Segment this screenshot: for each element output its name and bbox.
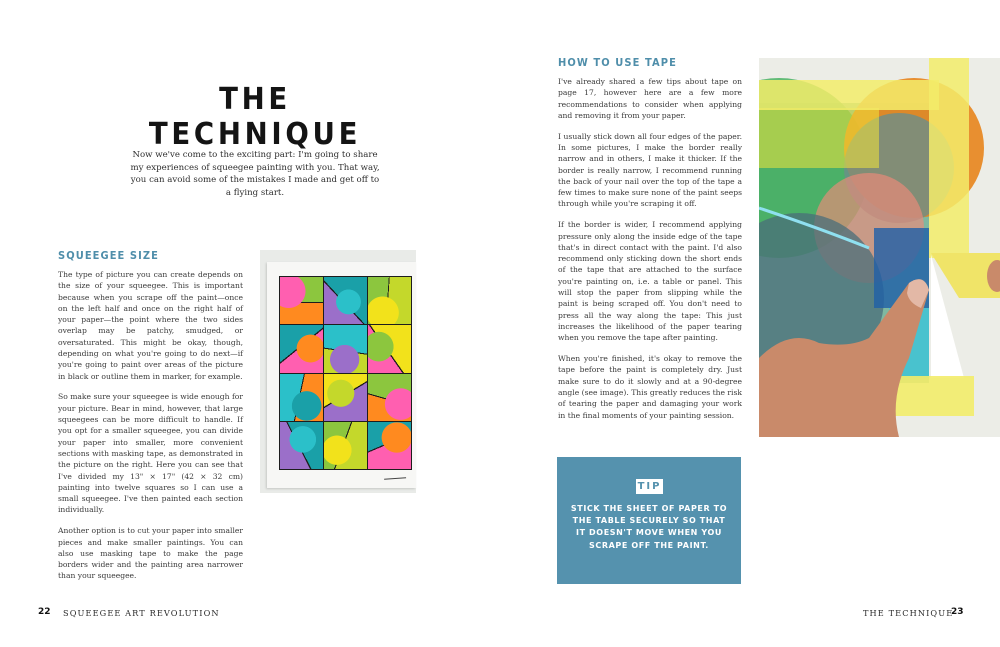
page-number-left: 22 — [38, 607, 51, 617]
how-to-use-tape-section — [558, 56, 742, 430]
twelve-square-painting — [279, 276, 412, 470]
paragraph: The type of picture you can create depends on the size of your squeegee. This is important because when you scrape off the paint—once on the left half and once on the right half of your paper—the point where the two sides overlap may be patchy, smudged, or oversaturated. This might be okay, though, depending on what you're going to do next—if you're going to paint over areas of the picture in black or outline them in marker, for example. — [58, 270, 243, 381]
painting-square — [324, 277, 367, 324]
tape-removal-photo — [759, 58, 1000, 437]
running-title-right: THE TECHNIQUE — [863, 608, 954, 618]
paragraph: If the border is wider, I recommend applying pressure only along the inside edge of the tape that's in direct contact with the paint. I'd also recommend only sticking down the short ends of the tape that are attached to the surface you're painting on, i.e. a table or panel. This will stop the paper from slipping while the paint is being scraped off. You don't need to press all the way along the tape: This just increases the likelihood of the paper tearing when you remove the tape after painting. — [558, 220, 742, 343]
painting-square — [368, 325, 411, 372]
painting-square — [368, 277, 411, 324]
paper-sheet — [267, 262, 416, 488]
squeegee-size-section — [58, 249, 243, 591]
paragraph: When you're finished, it's okay to remove the tape before the paint is completely dry. Just make sure to do it slowly and at a 90-degree angle (see image). This greatly reduces the risk of tearing the paper and damaging your work in the final moments of your painting session. — [558, 354, 742, 420]
paragraph: So make sure your squeegee is wide enough for your picture. Bear in mind, however, that large squeegees can be more difficult to handle. If you opt for a smaller squeegee, you can divide your paper into smaller, more convenient sections with masking tape, as demonstrated in the picture on the right. Here you can see that I've divided my 13" × 17" (42 × 32 cm) painting into twelve squares so I can use a small squeegee. I've then painted each section individually. — [58, 392, 243, 515]
section-heading-how-to-use-tape: HOW TO USE TAPE — [558, 56, 677, 69]
artist-signature — [384, 474, 406, 480]
page-title: THE TECHNIQUE — [148, 82, 362, 152]
intro-paragraph: Now we've come to the exciting part: I'm going to share my experiences of squeegee painting with you. That way, you can avoid some of the mistakes I made and get off to a flying start. — [130, 150, 380, 198]
painting-square — [324, 422, 367, 469]
painting-square — [280, 422, 323, 469]
painting-square — [280, 325, 323, 372]
tape-photo-illustration — [759, 58, 1000, 437]
painting-square — [368, 422, 411, 469]
painting-square — [368, 374, 411, 421]
page-number-right: 23 — [951, 607, 964, 617]
paragraph: I usually stick down all four edges of the paper. In some pictures, I make the border really narrow and in others, I make it thicker. If the border is really narrow, I recommend running the back of your nail over the top of the tape a few times to make sure none of the paint seeps through while you're scraping it off. — [558, 131, 742, 209]
tip-callout — [557, 457, 741, 584]
painting-square — [324, 374, 367, 421]
tip-label: TIP — [637, 481, 662, 492]
painting-square — [324, 325, 367, 372]
section-heading-squeegee-size: SQUEEGEE SIZE — [58, 249, 160, 262]
tip-text: STICK THE SHEET OF PAPER TO THE TABLE SECURELY SO THAT IT DOESN'T MOVE WHEN YOU SCRAPE OFF THE PAINT. — [570, 504, 728, 550]
paragraph: Another option is to cut your paper into smaller pieces and make smaller paintings. You can also use masking tape to make the page borders wider and the painting area narrower than your squeegee. — [58, 526, 243, 581]
grid-painting-photo — [260, 250, 416, 493]
painting-square — [280, 374, 323, 421]
painting-square — [280, 277, 323, 324]
running-title-left: SQUEEGEE ART REVOLUTION — [63, 608, 220, 618]
paragraph: I've already shared a few tips about tape on page 17, however here are a few more recommendations to consider when applying and removing it from your paper. — [558, 77, 742, 120]
